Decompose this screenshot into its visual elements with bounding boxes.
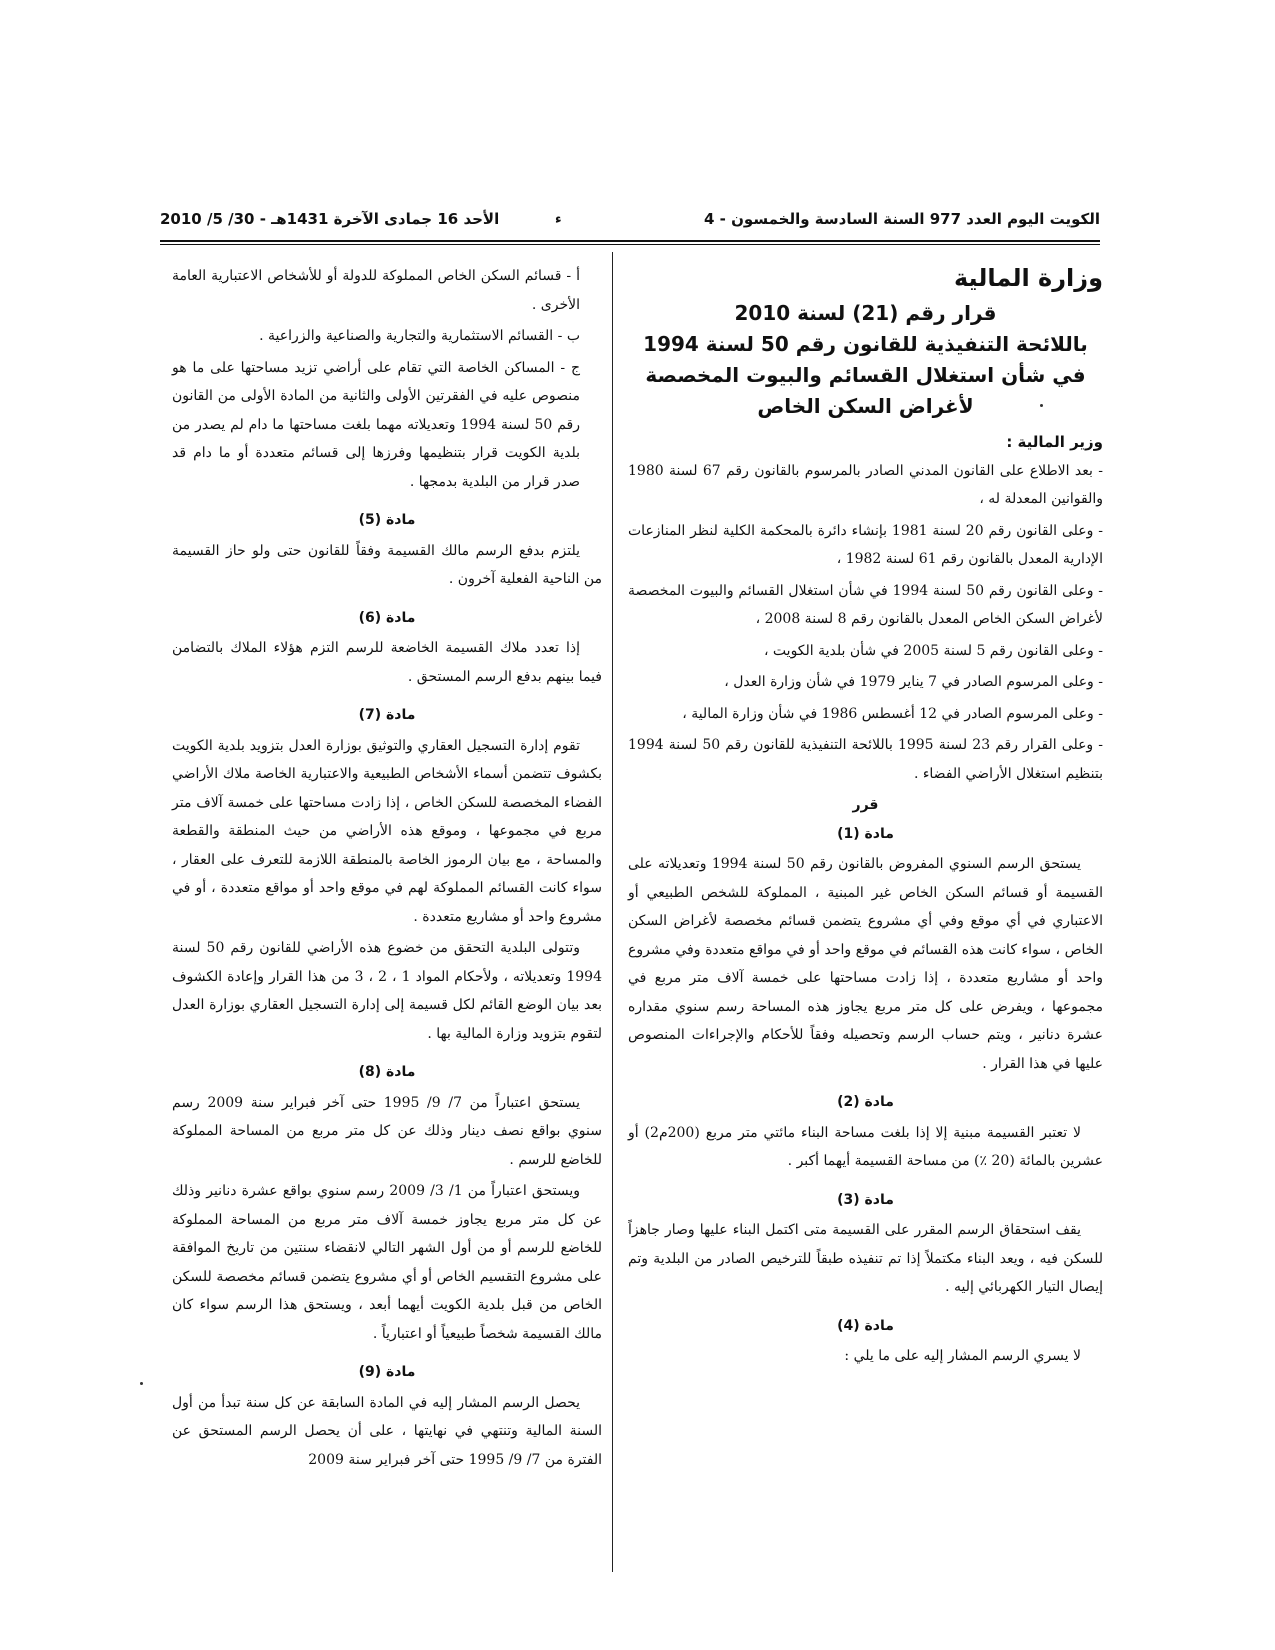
header-mark: ء bbox=[555, 212, 562, 227]
preamble-item: - وعلى المرسوم الصادر في 12 أغسطس 1986 في شأن وزارة المالية ، bbox=[682, 705, 1103, 722]
scan-speck bbox=[1040, 404, 1043, 407]
article-text: ويستحق اعتباراً من 1/ 3/ 2009 رسم سنوي بواقع عشرة دنانير وذلك عن كل متر مربع يجاوز خمسة آلاف متر مربع من المساحة المملوكة للخاضع للرسم أو من أول الشهر التالي لانقضاء سنتين من تاريخ الموافقة على مشروع التقسيم الخاص أو أي مشروع يتضمن قسائم مخصصة للسكن الخاص من قبل بلدية الكويت أيهما أبعد ، ويستحق هذا الرسم سواء كان مالك القسيمة شخصاً طبيعياً أو اعتبارياً . bbox=[172, 1183, 602, 1342]
preamble-item: - وعلى القرار رقم 23 لسنة 1995 باللائحة التنفيذية للقانون رقم 50 لسنة 1994 بتنظيم استغلال الأراضي الفضاء . bbox=[628, 737, 1104, 782]
article-text: إذا تعدد ملاك القسيمة الخاضعة للرسم التزم هؤلاء الملاك بالتضامن فيما بينهم بدفع الرسم المستحق . bbox=[172, 640, 602, 685]
article-text: وتتولى البلدية التحقق من خضوع هذه الأراضي للقانون رقم 50 لسنة 1994 وتعديلاته ، ولأحكام المواد 1 ، 2 ، 3 من هذا القرار وإعادة الكشوف بعد بيان الوضع القائم لكل قسيمة إلى إدارة التسجيل العقاري بوزارة العدل لتقوم بتزويد وزارة المالية بها . bbox=[172, 940, 602, 1042]
article-text: يستحق اعتباراً من 7/ 9/ 1995 حتى آخر فبراير سنة 2009 رسم سنوي بواقع نصف دينار وذلك عن كل متر مربع من المساحة المملوكة للخاضع للرسم . bbox=[172, 1094, 602, 1168]
exemption-item: ب - القسائم الاستثمارية والتجارية والصناعية والزراعية . bbox=[259, 328, 580, 344]
decision-title-line: قرار رقم (21) لسنة 2010 bbox=[734, 301, 997, 325]
preamble-item: - وعلى المرسوم الصادر في 7 يناير 1979 في شأن وزارة العدل ، bbox=[724, 674, 1103, 690]
preamble-item: - بعد الاطلاع على القانون المدني الصادر بالمرسوم بالقانون رقم 67 لسنة 1980 والقوانين المعدلة له ، bbox=[628, 462, 1103, 507]
article-title: مادة (5) bbox=[358, 512, 416, 528]
preamble-item: - وعلى القانون رقم 50 لسنة 1994 في شأن استغلال القسائم والبيوت المخصصة لأغراض السكن الخاص المعدل بالقانون رقم 8 لسنة 2008 ، bbox=[628, 582, 1104, 627]
decision-title-line: باللائحة التنفيذية للقانون رقم 50 لسنة 1994 bbox=[643, 332, 1088, 356]
column-divider bbox=[612, 252, 613, 1572]
preamble-item: - وعلى القانون رقم 5 لسنة 2005 في شأن بلدية الكويت ، bbox=[763, 642, 1103, 659]
preamble-item: - وعلى القانون رقم 20 لسنة 1981 بإنشاء دائرة بالمحكمة الكلية لنظر المنازعات الإدارية المعدل بالقانون رقم 61 لسنة 1982 ، bbox=[628, 522, 1103, 567]
article-title: مادة (1) bbox=[837, 825, 894, 842]
article-text: يلتزم بدفع الرسم مالك القسيمة وفقاً للقانون حتى ولو حاز القسيمة من الناحية الفعلية آخرون . bbox=[172, 542, 602, 587]
header-rule-thin bbox=[160, 244, 1100, 245]
left-column bbox=[172, 262, 602, 1477]
article-text: يحصل الرسم المشار إليه في المادة السابقة عن كل سنة تبدأ من أول السنة المالية وتنتهي في نهايتها ، على أن يحصل الرسم المستحق عن الفترة من 7/ 9/ 1995 حتى آخر فبراير سنة 2009 bbox=[172, 1394, 602, 1468]
exemption-item: أ - قسائم السكن الخاص المملوكة للدولة أو للأشخاص الاعتبارية العامة الأخرى . bbox=[172, 268, 580, 313]
right-column bbox=[628, 262, 1103, 1374]
header-issue-info: الكويت اليوم العدد 977 السنة السادسة والخمسون - 4 bbox=[704, 210, 1100, 228]
decision-title bbox=[628, 298, 1103, 422]
article-title: مادة (9) bbox=[358, 1364, 416, 1380]
scan-speck bbox=[140, 1382, 143, 1385]
page-header bbox=[160, 206, 1100, 236]
article-title: مادة (7) bbox=[358, 707, 416, 723]
article-title: مادة (2) bbox=[837, 1094, 894, 1110]
article-title: مادة (4) bbox=[837, 1317, 894, 1334]
article-text: يقف استحقاق الرسم المقرر على القسيمة متى اكتمل البناء عليها وصار جاهزاً للسكن فيه ، ويعد البناء مكتملاً إذا تم تنفيذه طبقاً للترخيص الصادر من البلدية وتم إيصال التيار الكهربائي إليه . bbox=[628, 1222, 1103, 1295]
exemption-item: ج - المساكن الخاصة التي تقام على أراضي تزيد مساحتها على ما هو منصوص عليه في الفقرتين الأولى والثانية من المادة الأولى من القانون رقم 50 لسنة 1994 وتعديلاته مهما بلغت مساحتها ما دام لم يصدر من بلدية الكويت قرار بتنظيمها وفرزها إلى قسائم متعددة أو ما دام قد صدر قرار من البلدية بدمجها . bbox=[172, 359, 580, 490]
ministry-title: وزارة المالية bbox=[953, 264, 1103, 292]
article-text: لا يسري الرسم المشار إليه على ما يلي : bbox=[844, 1348, 1081, 1364]
article-text: تقوم إدارة التسجيل العقاري والتوثيق بوزارة العدل بتزويد بلدية الكويت بكشوف تتضمن أسماء الأشخاص الطبيعية والاعتبارية الخاصة ملاك الأراضي الفضاء المخصصة للسكن الخاص ، إذا زادت مساحتها على خمسة آلاف متر مربع في مجموعها ، وموقع هذه الأراضي من حيث المنطقة والقطعة والمساحة ، مع بيان الرموز الخاصة بالمنطقة اللازمة للتعرف على العقار ، سواء كانت القسائم المملوكة لهم في موقع واحد أو مواقع متعددة ، أو في مشروع واحد أو مشاريع متعددة . bbox=[172, 737, 602, 925]
article-title: مادة (8) bbox=[358, 1064, 416, 1080]
article-text: لا تعتبر القسيمة مبنية إلا إذا بلغت مساحة البناء مائتي متر مربع (200م2) أو عشرين بالمائة (20 ٪) من مساحة القسيمة أيهما أكبر . bbox=[628, 1124, 1103, 1169]
decision-title-line: في شأن استغلال القسائم والبيوت المخصصة bbox=[645, 363, 1086, 387]
minister-heading: وزير المالية : bbox=[1006, 433, 1103, 451]
header-date: الأحد 16 جمادى الآخرة 1431هـ - 30/ 5/ 2010 bbox=[160, 210, 500, 228]
decided-heading: قرر bbox=[852, 797, 879, 813]
article-title: مادة (3) bbox=[837, 1191, 894, 1208]
article-text: يستحق الرسم السنوي المفروض بالقانون رقم 50 لسنة 1994 وتعديلاته على القسيمة أو قسائم السكن الخاص غير المبنية ، المملوكة للشخص الطبيعي أو الاعتباري في أي موقع وفي أي مشروع يتضمن قسائم مخصصة لأغراض السكن الخاص ، سواء كانت هذه القسائم في موقع واحد أو في مواقع متعددة وفي مشروع واحد أو مشاريع متعددة ، إذا زادت مساحتها على خمسة آلاف متر مربع في مجموعها ، ويفرض على كل متر مربع يجاوز هذه المساحة رسم سنوي مقداره عشرة دنانير ، ويتم حساب الرسم وتحصيله وفقاً للأحكام والإجراءات المنصوص عليها في هذا القرار . bbox=[628, 856, 1103, 1072]
article-title: مادة (6) bbox=[358, 609, 416, 626]
decision-title-line: لأغراض السكن الخاص bbox=[757, 394, 974, 418]
header-rule bbox=[160, 240, 1100, 242]
